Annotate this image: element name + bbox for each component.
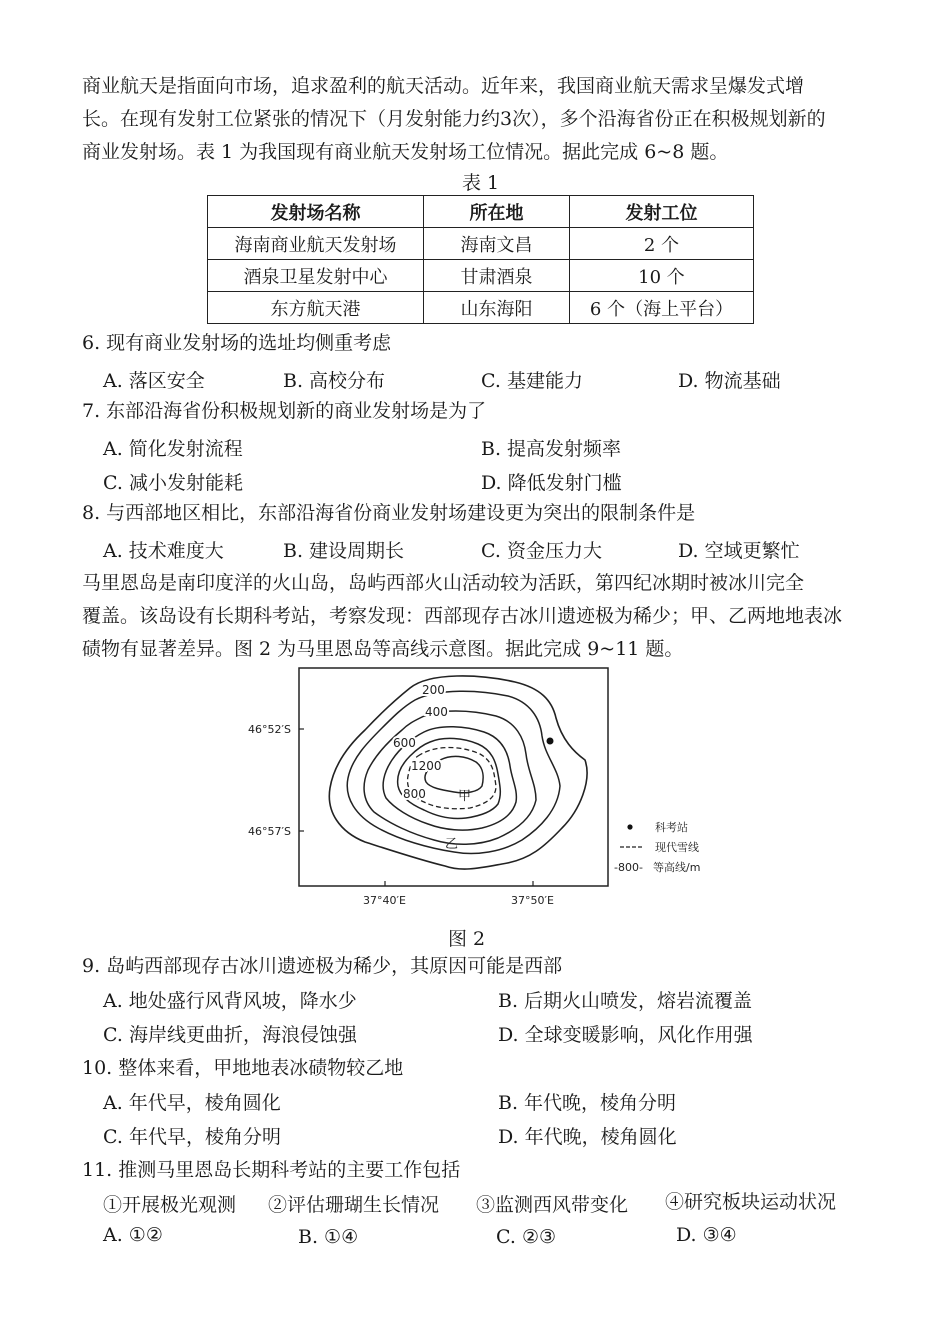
lon-label: 37°50′E bbox=[511, 894, 554, 907]
intro1-line2: 长。在现有发射工位紧张的情况下（月发射能力约3次），多个沿海省份正在积极规划新的 bbox=[82, 108, 826, 130]
question-8-stem: 8. 与西部地区相比，东部沿海省份商业发射场建设更为突出的限制条件是 bbox=[82, 502, 696, 524]
intro2-line2: 覆盖。该岛设有长期科考站，考察发现：西部现存古冰川遗迹极为稀少；甲、乙两地地表冰 bbox=[82, 605, 843, 627]
q9-option-d[interactable]: D. 全球变暖影响，风化作用强 bbox=[498, 1024, 753, 1046]
table-cell: 酒泉卫星发射中心 bbox=[208, 260, 424, 292]
legend-contour-symbol: -800- bbox=[614, 861, 643, 874]
q7-option-c[interactable]: C. 减小发射能耗 bbox=[103, 472, 243, 494]
place-label-jia: 甲 bbox=[458, 789, 472, 804]
intro1-line1: 商业航天是指面向市场，追求盈利的航天活动。近年来，我国商业航天需求呈爆发式增 bbox=[82, 75, 805, 97]
q6-option-b[interactable]: B. 高校分布 bbox=[283, 370, 386, 392]
q10-option-d[interactable]: D. 年代晚，棱角圆化 bbox=[498, 1126, 677, 1148]
table-row bbox=[208, 228, 754, 260]
legend-contour-label: 等高线/m bbox=[653, 861, 701, 874]
q10-option-b[interactable]: B. 年代晚，棱角分明 bbox=[498, 1092, 677, 1114]
q10-option-a[interactable]: A. 年代早，棱角圆化 bbox=[103, 1092, 281, 1114]
legend-snowline-label: 现代雪线 bbox=[655, 841, 699, 854]
q6-option-c[interactable]: C. 基建能力 bbox=[481, 370, 583, 392]
table-header-row bbox=[208, 196, 754, 228]
question-7-stem: 7. 东部沿海省份积极规划新的商业发射场是为了 bbox=[82, 400, 487, 422]
contour-label-800: 800 bbox=[403, 787, 426, 801]
q11-item-3: ③监测西风带变化 bbox=[476, 1194, 629, 1216]
contour-label-600: 600 bbox=[393, 736, 416, 750]
contour-label-400: 400 bbox=[425, 705, 448, 719]
table1-caption: 表 1 bbox=[462, 172, 500, 194]
table-cell: 6 个（海上平台） bbox=[570, 292, 754, 324]
q7-option-b[interactable]: B. 提高发射频率 bbox=[481, 438, 622, 460]
table-row bbox=[208, 260, 754, 292]
table-cell: 海南商业航天发射场 bbox=[208, 228, 424, 260]
table-header: 发射工位 bbox=[570, 196, 754, 228]
question-6-stem: 6. 现有商业发射场的选址均侧重考虑 bbox=[82, 332, 392, 354]
table-cell: 山东海阳 bbox=[424, 292, 570, 324]
contour-label-200: 200 bbox=[422, 683, 445, 697]
intro2-line1: 马里恩岛是南印度洋的火山岛，岛屿西部火山活动较为活跃，第四纪冰期时被冰川完全 bbox=[82, 572, 805, 594]
table-cell: 东方航天港 bbox=[208, 292, 424, 324]
contour-map bbox=[240, 660, 720, 920]
table-cell: 甘肃酒泉 bbox=[424, 260, 570, 292]
figure2-caption: 图 2 bbox=[448, 928, 486, 950]
legend-station-label: 科考站 bbox=[655, 821, 688, 834]
question-10-stem: 10. 整体来看，甲地地表冰碛物较乙地 bbox=[82, 1057, 404, 1079]
q6-option-a[interactable]: A. 落区安全 bbox=[103, 370, 205, 392]
lat-label: 46°57′S bbox=[248, 825, 291, 838]
question-11-stem: 11. 推测马里恩岛长期科考站的主要工作包括 bbox=[82, 1159, 461, 1181]
q11-option-d[interactable]: D. ③④ bbox=[676, 1224, 737, 1246]
q9-option-b[interactable]: B. 后期火山喷发，熔岩流覆盖 bbox=[498, 990, 753, 1012]
q11-option-b[interactable]: B. ①④ bbox=[298, 1226, 359, 1248]
table-cell: 2 个 bbox=[570, 228, 754, 260]
legend-station-symbol bbox=[627, 824, 632, 829]
q9-option-c[interactable]: C. 海岸线更曲折，海浪侵蚀强 bbox=[103, 1024, 357, 1046]
launch-site-table bbox=[207, 195, 754, 324]
place-label-yi: 乙 bbox=[445, 837, 459, 852]
q7-option-a[interactable]: A. 简化发射流程 bbox=[103, 438, 243, 460]
q6-option-d[interactable]: D. 物流基础 bbox=[678, 370, 781, 392]
intro2-line3: 碛物有显著差异。图 2 为马里恩岛等高线示意图。据此完成 9~11 题。 bbox=[82, 638, 684, 660]
contour-400 bbox=[364, 711, 536, 844]
intro1-line3: 商业发射场。表 1 为我国现有商业航天发射场工位情况。据此完成 6~8 题。 bbox=[82, 141, 729, 163]
research-station-marker bbox=[547, 738, 554, 745]
q10-option-c[interactable]: C. 年代早，棱角分明 bbox=[103, 1126, 281, 1148]
q11-option-a[interactable]: A. ①② bbox=[103, 1224, 163, 1246]
table-header: 发射场名称 bbox=[208, 196, 424, 228]
q11-item-2: ②评估珊瑚生长情况 bbox=[268, 1194, 440, 1216]
table-cell: 10 个 bbox=[570, 260, 754, 292]
contour-label-1200: 1200 bbox=[411, 759, 442, 773]
question-9-stem: 9. 岛屿西部现存古冰川遗迹极为稀少，其原因可能是西部 bbox=[82, 955, 563, 977]
map-frame bbox=[299, 668, 608, 886]
lat-label: 46°52′S bbox=[248, 723, 291, 736]
q11-item-4: ④研究板块运动状况 bbox=[665, 1191, 837, 1213]
q11-option-c[interactable]: C. ②③ bbox=[496, 1226, 557, 1248]
q8-option-d[interactable]: D. 空域更繁忙 bbox=[678, 540, 800, 562]
contour-800 bbox=[398, 738, 501, 818]
lon-label: 37°40′E bbox=[363, 894, 406, 907]
q7-option-d[interactable]: D. 降低发射门槛 bbox=[481, 472, 622, 494]
q11-item-1: ①开展极光观测 bbox=[103, 1194, 237, 1216]
table-header: 所在地 bbox=[424, 196, 570, 228]
table-cell: 海南文昌 bbox=[424, 228, 570, 260]
table-row bbox=[208, 292, 754, 324]
q9-option-a[interactable]: A. 地处盛行风背风坡，降水少 bbox=[103, 990, 357, 1012]
q8-option-b[interactable]: B. 建设周期长 bbox=[283, 540, 405, 562]
q8-option-a[interactable]: A. 技术难度大 bbox=[103, 540, 224, 562]
coastline bbox=[329, 676, 587, 869]
q8-option-c[interactable]: C. 资金压力大 bbox=[481, 540, 602, 562]
